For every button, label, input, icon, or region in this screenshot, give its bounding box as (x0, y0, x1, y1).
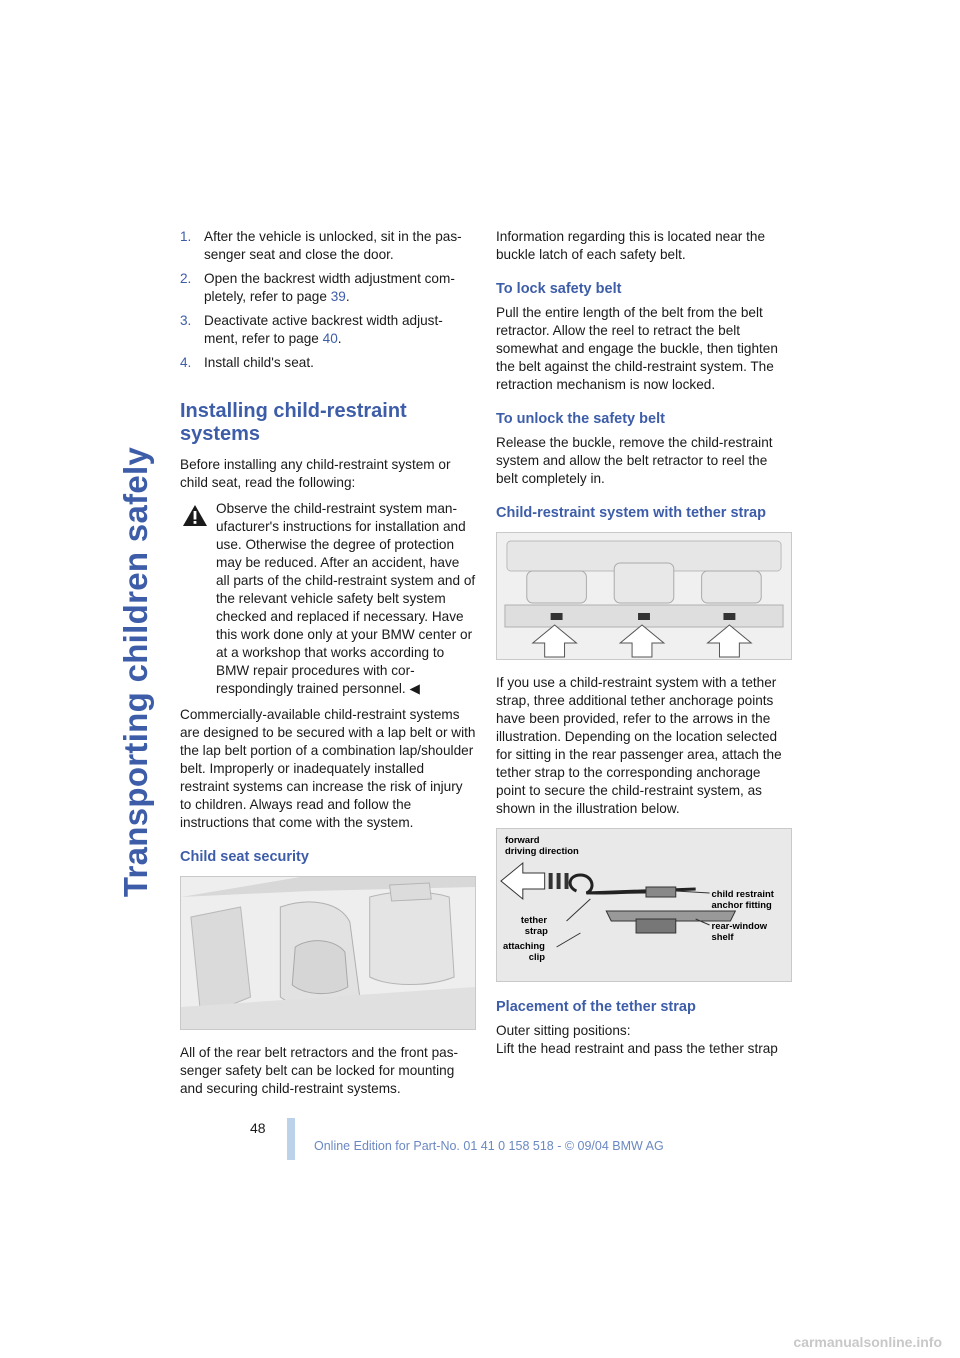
step-number: 3. (180, 313, 192, 328)
section-heading-lock: To lock safety belt (496, 281, 622, 297)
footer-edition-text: Online Edition for Part-No. 01 41 0 158 518 - © 09/04 BMW AG (314, 1139, 664, 1153)
section-heading-unlock: To unlock the safety belt (496, 411, 665, 427)
left-column (180, 228, 476, 1106)
section-heading-child-seat-security: Child seat security (180, 849, 309, 865)
placement-line-1: Outer sitting positions: (496, 1023, 631, 1038)
page-reference-link[interactable]: 39 (330, 289, 346, 304)
label-forward: forward (504, 834, 540, 847)
label-child-restraint: child restraint (711, 888, 774, 901)
label-attaching: attaching (502, 940, 545, 953)
footer-accent-bar (287, 1118, 295, 1160)
label-anchor-fitting: anchor fitting (711, 899, 772, 912)
label-clip: clip (528, 951, 546, 964)
warning-text: Observe the child-restraint system man-ufacturer's instructions for installation and use. Otherwise the degree of protection may be reduced. After an accident, have all parts of the child-restraint system and of the relevant vehicle safety belt system checked and replaced if necessary. Have this work done only at your BMW center or at a workshop that works according to BMW repair procedures with cor-respondingly trained personnel. ◀ (216, 501, 476, 696)
installing-intro: Before installing any child-restraint system or child seat, read the following: (180, 457, 451, 490)
section-heading-placement: Placement of the tether strap (496, 999, 696, 1015)
step-text: Deactivate active backrest width adjust-ment, refer to page (204, 313, 443, 346)
right-column (496, 228, 792, 1058)
chapter-title-text: Transporting children safely (117, 446, 154, 898)
label-rear-window: rear-window (711, 920, 768, 933)
tether-text: If you use a child-restraint system with a tether strap, three additional tether anchorage points have been provided, refer to the arrows in the illustration. Depending on the location selected for sitting in the rear passenger area, attach the tether strap to the corresponding anchorage point to secure the child-restraint system, as shown in the illustration below. (496, 675, 782, 816)
label-shelf: shelf (711, 931, 734, 944)
tether-strap-drawing (497, 829, 791, 981)
tether-anchor-illustration (496, 532, 792, 660)
list-item: 2. Open the backrest width adjustment com-pletely, refer to page 39. (180, 271, 455, 304)
list-item (180, 228, 476, 264)
section-heading-tether: Child-restraint system with tether strap (496, 505, 766, 521)
label-tether: tether (520, 914, 548, 927)
label-driving-direction: driving direction (504, 845, 579, 858)
car-interior-seat-drawing (181, 877, 475, 1029)
list-item: 3. Deactivate active backrest width adjust-ment, refer to page 40. (180, 313, 443, 346)
step-number: 4. (180, 355, 192, 370)
step-number: 1. (180, 229, 192, 244)
label-strap: strap (524, 925, 548, 938)
steps-list (180, 228, 476, 372)
section-heading-installing: Installing child-restraint systems (180, 400, 407, 445)
page-reference-link[interactable]: 40 (322, 331, 338, 346)
lock-text: Pull the entire length of the belt from the belt retractor. Allow the reel to retract the belt somewhat and engage the buckle, then tighten the belt against the child-restraint system. The retraction mechanism is now locked. (496, 305, 778, 392)
step-text: After the vehicle is unlocked, sit in the pas-senger seat and close the door. (204, 229, 462, 262)
child-seat-illustration (180, 876, 476, 1030)
warning-block (180, 500, 476, 698)
rear-shelf-anchor-drawing (497, 533, 791, 659)
child-seat-security-text: All of the rear belt retractors and the front pas-senger safety belt can be locked for mounting and securing child-restraint systems. (180, 1045, 459, 1096)
placement-line-2: Lift the head restraint and pass the tether strap (496, 1041, 778, 1056)
buckle-info-text: Information regarding this is located near the buckle latch of each safety belt. (496, 229, 766, 262)
tether-strap-diagram (496, 828, 792, 982)
page-number: 48 (250, 1120, 266, 1136)
list-item (180, 354, 476, 372)
watermark: carmanualsonline.info (793, 1334, 942, 1350)
unlock-text: Release the buckle, remove the child-restraint system and allow the belt retractor to reel the belt completely in. (496, 435, 773, 486)
warning-triangle-icon (182, 504, 208, 527)
step-number: 2. (180, 271, 192, 286)
step-text: Install child's seat. (204, 355, 314, 370)
installing-para-2: Commercially-available child-restraint systems are designed to be secured with a lap belt or with the lap belt portion of a combination lap/shoulder belt. Improperly or inadequately installed restraint systems can increase the risk of injury to children. Always read and follow the instructions that come with the system. (180, 707, 476, 830)
chapter-side-title (112, 232, 160, 1112)
step-text: Open the backrest width adjustment com-pletely, refer to page (204, 271, 455, 304)
